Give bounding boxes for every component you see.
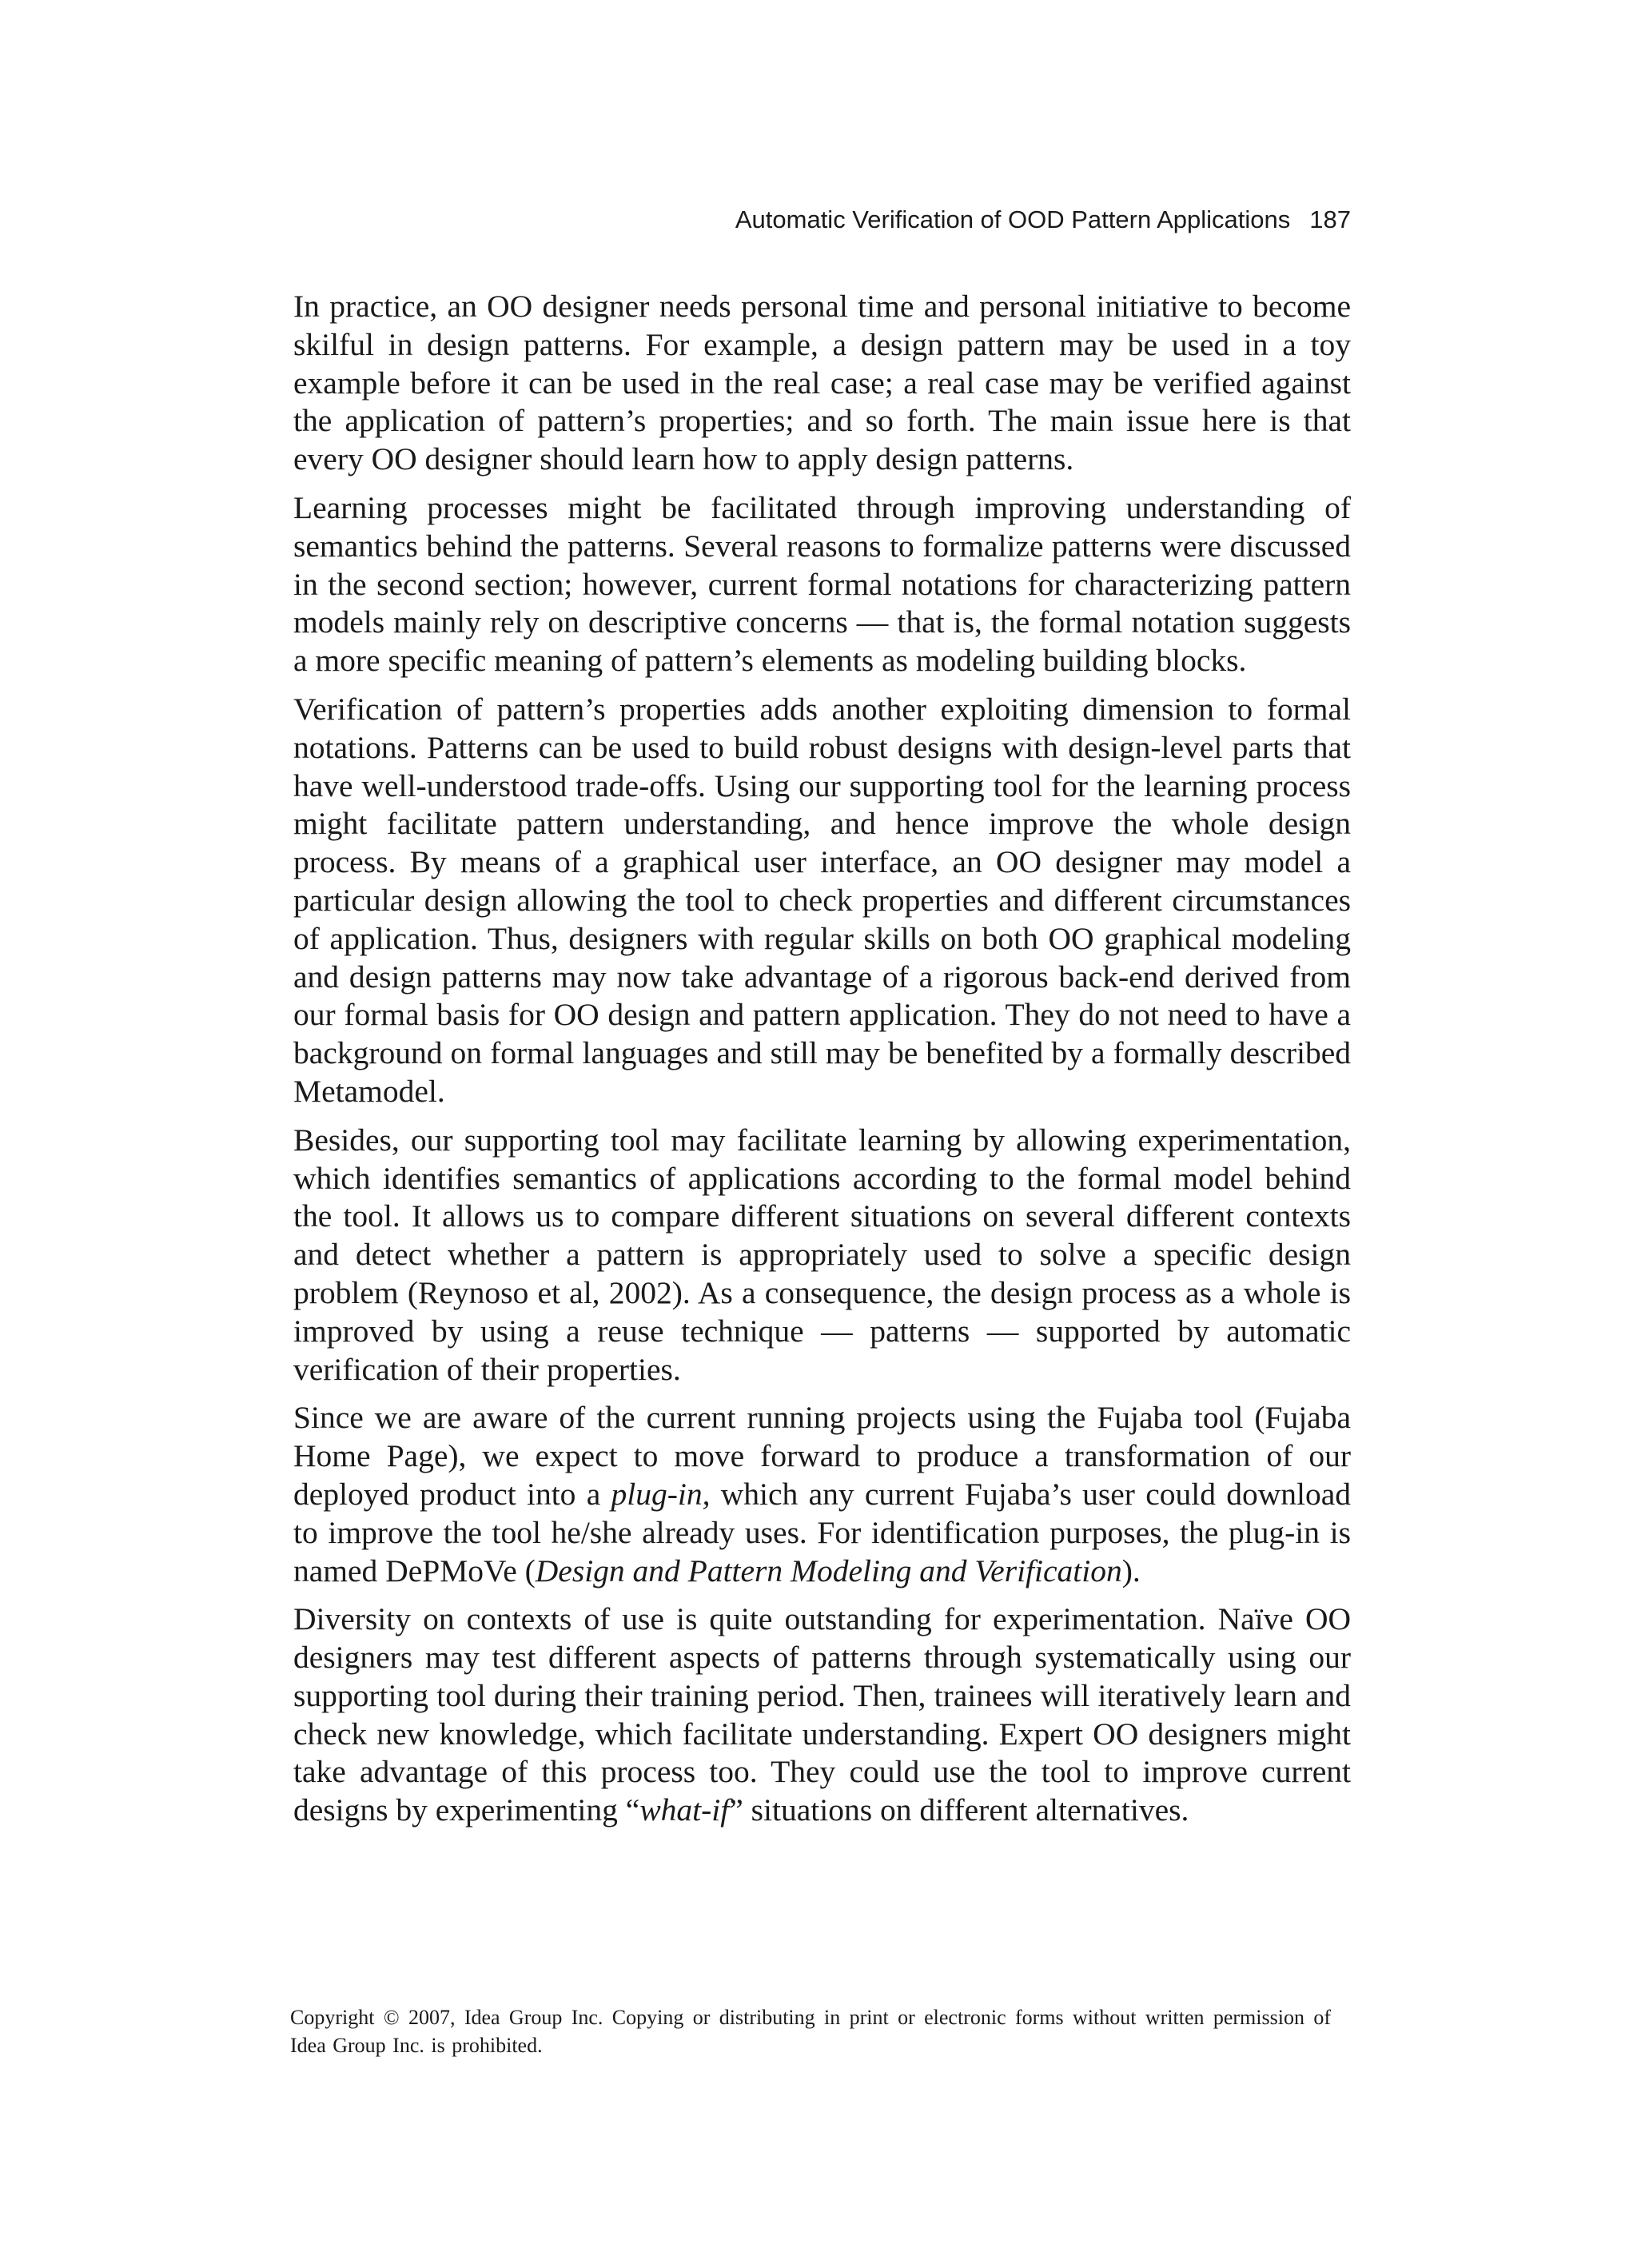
paragraph-3: Verification of pattern’s properties adds another exploiting dimension to formal notations. Patterns can be used to build robust designs with design-level parts that have well-understood trade-offs. Using our supporting tool for the learning process might facilitate pattern understanding, and hence improve the whole design process. By means of a graphical user interface, an OO designer may model a particular design allowing the tool to check properties and different circumstances of application. Thus, designers with regular skills on both OO graphical modeling and design patterns may now take advantage of a rigorous back-end derived from our formal basis for OO design and pattern application. They do not need to have a background on formal languages and still may be benefited by a formally described Metamodel.: [293, 691, 1351, 1109]
paragraph-6: [293, 1600, 1351, 1830]
page-number: 187: [1309, 205, 1351, 233]
running-head: [735, 205, 1351, 234]
copyright-footer: Copyright © 2007, Idea Group Inc. Copying or distributing in print or electronic forms without written permission of Idea Group Inc. is prohibited.: [290, 2006, 1331, 2057]
paragraph-6-italic-what-if: what-if: [639, 1792, 730, 1828]
paragraph-4: Besides, our supporting tool may facilitate learning by allowing experimentation, which identifies semantics of applications according to the formal model behind the tool. It allows us to compare different situations on several different contexts and detect whether a pattern is appropriately used to solve a specific design problem (Reynoso et al, 2002). As a consequence, the design process as a whole is improved by using a reuse technique — patterns — supported by automatic verification of their properties.: [293, 1122, 1351, 1387]
paragraph-5: [293, 1399, 1351, 1590]
paragraph-2: Learning processes might be facilitated through improving understanding of semantics behind the patterns. Several reasons to formalize patterns were discussed in the second section; however, current formal notations for characterizing pattern models mainly rely on descriptive concerns — that is, the formal notation suggests a more specific meaning of pattern’s elements as modeling building blocks.: [293, 489, 1351, 679]
paragraph-1: In practice, an OO designer needs personal time and personal initiative to become skilful in design patterns. For example, a design pattern may be used in a toy example before it can be used in the real case; a real case may be verified against the application of pattern’s properties; and so forth. The main issue here is that every OO designer should learn how to apply design patterns.: [293, 289, 1351, 477]
running-title: Automatic Verification of OOD Pattern Applications: [735, 205, 1291, 233]
body-text: [293, 288, 1351, 1840]
paragraph-5-text-a: Since we are aware of the current running projects using the Fujaba tool (Fujaba Home Page), we expect to move forward to produce a transformation of our deployed product into a: [293, 1400, 1351, 1512]
paragraph-6-text-a: Diversity on contexts of use is quite outstanding for experimentation. Naïve OO designers may test different aspects of patterns through systematically using our supporting tool during their training period. Then, trainees will iteratively learn and check new knowledge, which facilitate understanding. Expert OO designers might take advantage of this process too. They could use the tool to improve current designs by experimenting “: [293, 1601, 1351, 1828]
paragraph-5-italic-depmove: Design and Pattern Modeling and Verification: [535, 1553, 1122, 1588]
paragraph-5-italic-plugin: plug-in,: [611, 1476, 711, 1512]
paragraph-5-text-b: which any current Fujaba’s user could download to improve the tool he/she already uses. For identification purposes, the plug-in is named DePMoVe (: [293, 1476, 1351, 1588]
paragraph-5-text-c: ).: [1121, 1553, 1141, 1588]
paragraph-6-text-b: ” situations on different alternatives.: [729, 1792, 1189, 1828]
